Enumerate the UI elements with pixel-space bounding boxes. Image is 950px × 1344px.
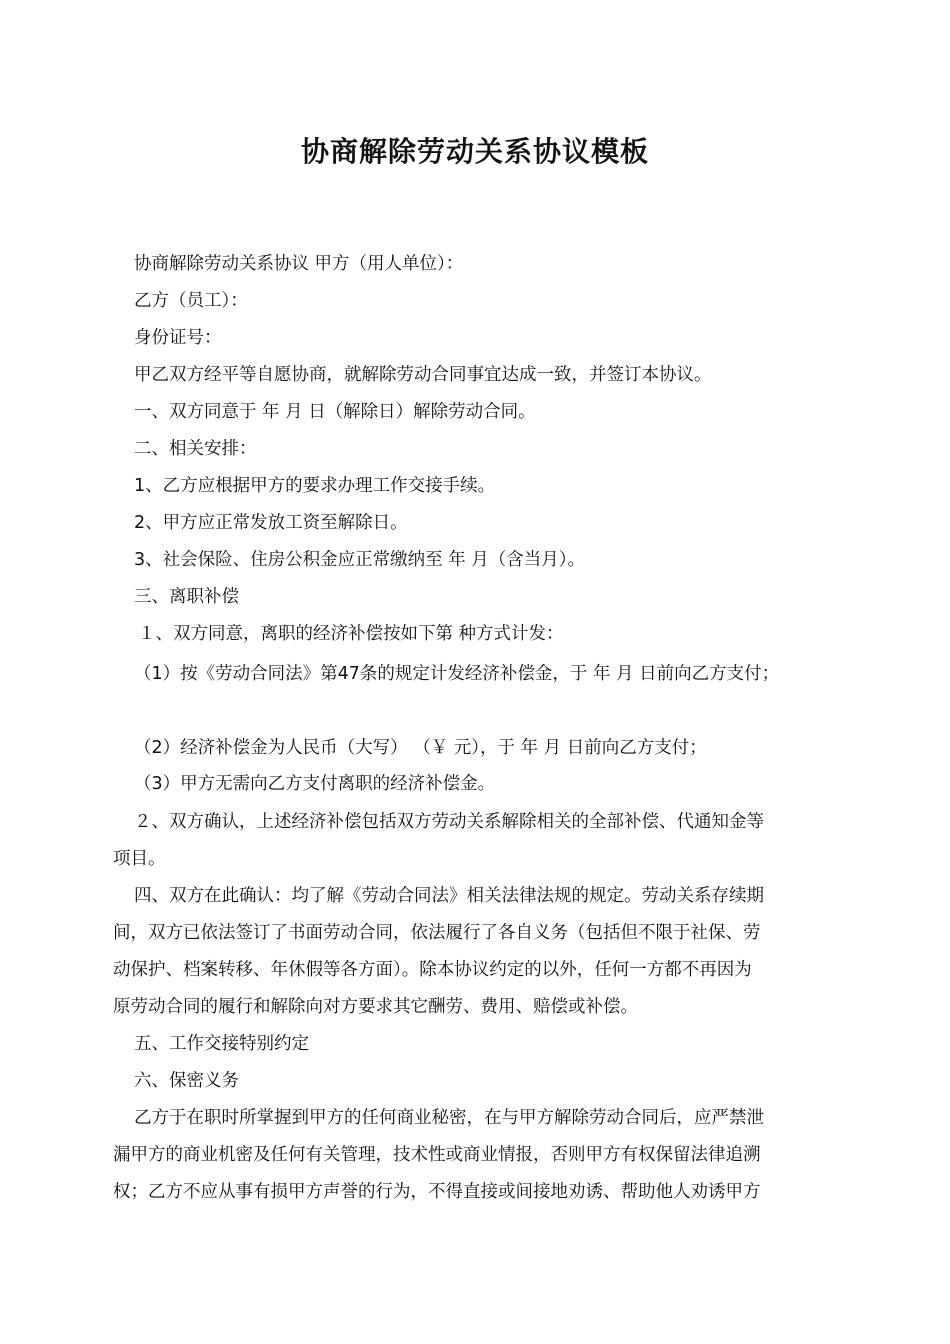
compensation-option-1: （1）按《劳动合同法》第47条的规定计发经济补偿金，于 年 月 日前向乙方支付； — [134, 664, 780, 684]
preamble-line: 甲乙双方经平等自愿协商，就解除劳动合同事宜达成一致，并签订本协议。 — [134, 365, 712, 385]
clause-4-line-2: 间，双方已依法签订了书面劳动合同，依法履行了各自义务（包括但不限于社保、劳 — [113, 923, 761, 943]
clause-6-heading: 六、保密义务 — [134, 1071, 239, 1091]
compensation-option-2: （2）经济补偿金为人民币（大写） （￥ 元），于 年 月 日前向乙方支付； — [134, 738, 707, 758]
party-b-line: 乙方（员工）： — [134, 291, 248, 311]
clause-4-line-3: 动保护、档案转移、年休假等各方面）。除本协议约定的以外，任何一方都不再因为 — [113, 960, 752, 980]
clause-3-item-2-cont: 项目。 — [113, 849, 166, 869]
clause-2-item-2: 2、甲方应正常发放工资至解除日。 — [134, 513, 408, 533]
document-title: 协商解除劳动关系协议模板 — [300, 135, 649, 168]
clause-1-line: 一、双方同意于 年 月 日（解除日）解除劳动合同。 — [134, 402, 536, 422]
clause-2-heading: 二、相关安排： — [134, 439, 257, 459]
clause-6-line-2: 漏甲方的商业机密及任何有关管理，技术性或商业情报，否则甲方有权保留法律追溯 — [113, 1145, 761, 1165]
clause-6-line-1: 乙方于在职时所掌握到甲方的任何商业秘密，在与甲方解除劳动合同后，应严禁泄 — [134, 1108, 764, 1128]
clause-3-item-1: １、双方同意，离职的经济补偿按如下第 种方式计发： — [138, 624, 564, 644]
compensation-option-3: （3）甲方无需向乙方支付离职的经济补偿金。 — [134, 774, 496, 794]
clause-5-heading: 五、工作交接特别约定 — [134, 1034, 309, 1054]
clause-4-line-4: 原劳动合同的履行和解除向对方要求其它酬劳、费用、赔偿或补偿。 — [113, 997, 638, 1017]
clause-6-line-3: 权；乙方不应从事有损甲方声誉的行为，不得直接或间接地劝诱、帮助他人劝诱甲方 — [113, 1182, 761, 1202]
clause-3-heading: 三、离职补偿 — [134, 587, 239, 607]
clause-2-item-1: 1、乙方应根据甲方的要求办理工作交接手续。 — [134, 476, 496, 496]
agreement-header-line: 协商解除劳动关系协议 甲方（用人单位）： — [134, 254, 464, 274]
clause-2-item-3: 3、社会保险、住房公积金应正常缴纳至 年 月（含当月）。 — [134, 550, 586, 570]
clause-4-line-1: 四、双方在此确认：均了解《劳动合同法》相关法律法规的规定。劳动关系存续期 — [134, 886, 764, 906]
id-number-line: 身份证号： — [134, 328, 222, 348]
clause-3-item-2: ２、双方确认，上述经济补偿包括双方劳动关系解除相关的全部补偿、代通知金等 — [134, 812, 764, 832]
